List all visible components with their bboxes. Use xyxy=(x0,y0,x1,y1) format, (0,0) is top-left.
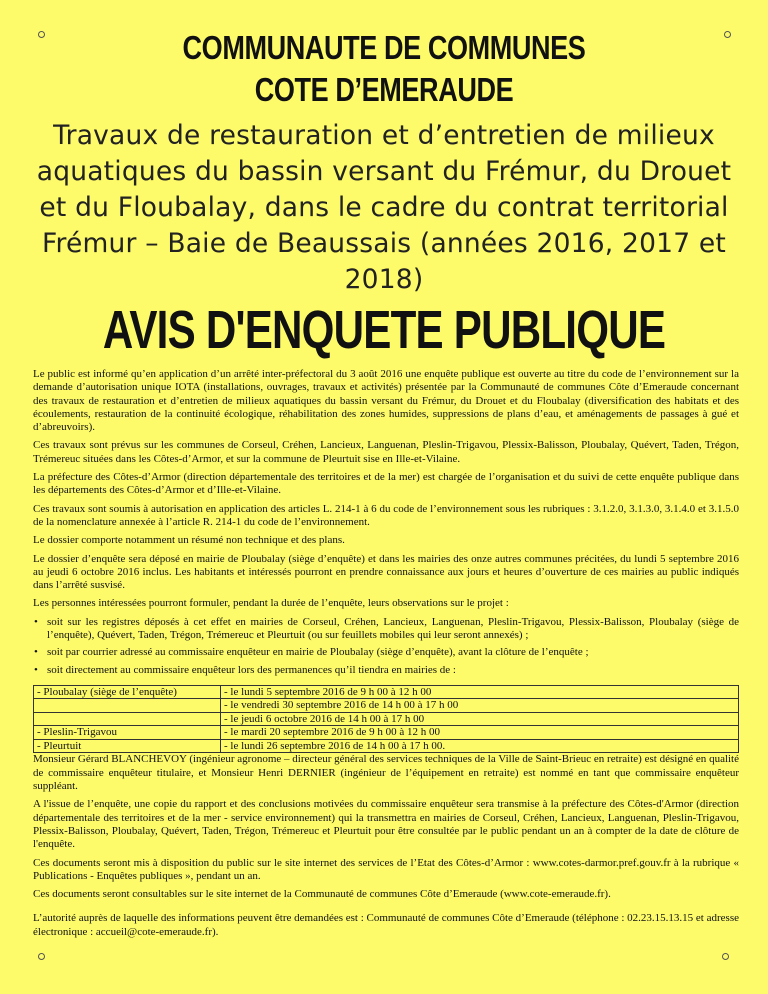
punch-hole-bottom-left xyxy=(38,953,45,960)
permanence-location: - Ploubalay (siège de l’enquête) xyxy=(34,685,221,699)
paragraph-community-website: Ces documents seront consultables sur le site internet de la Communauté de communes Côte d’Emeraude (www.cote-emeraude.fr). xyxy=(33,888,611,901)
permanence-slot: - le mardi 20 septembre 2016 de 9 h 00 à 12 h 00 xyxy=(221,726,739,740)
notice-body xyxy=(33,368,739,944)
notice-title: AVIS D'ENQUETE PUBLIQUE xyxy=(102,300,666,360)
list-item: • soit par courrier adressé au commissaire enquêteur en mairie de Ploubalay (siège d’enquête), avant la clôture de l’enquête ; xyxy=(47,646,739,659)
paragraph-intro: Le public est informé qu’en application d’un arrêté inter-préfectoral du 3 août 2016 une enquête publique est ouverte au titre du code de l’environnement sur la demande d’autorisation unique IOTA (installations, ouvrages, travaux et activités) présentée par la Communauté de communes Côte d’Emeraude concernant des travaux de restauration et d’entretien de milieux aquatiques du bassin versant du Frémur, du Drouet et du Floubalay (diversification des habitats et des écoulements, restauration de la continuité écologique, réhabilitation des zones humides, suppressions de plans d’eau, et aménagements de passages à gué et d’abreuvoirs). xyxy=(33,368,739,434)
organization-name-line1: COMMUNAUTE DE COMMUNES xyxy=(182,29,586,66)
table-row xyxy=(34,739,739,753)
paragraph-observations: Les personnes intéressées pourront formuler, pendant la durée de l’enquête, leurs observations sur le projet : xyxy=(33,597,509,610)
punch-hole-bottom-right xyxy=(722,953,729,960)
list-item: • soit directement au commissaire enquêteur lors des permanences qu’il tiendra en mairies de : xyxy=(47,664,739,677)
table-row xyxy=(34,685,739,699)
paragraph-communes: Ces travaux sont prévus sur les communes de Corseul, Créhen, Lancieux, Languenan, Pleslin-Trigavou, Plessix-Balisson, Ploubalay, Quévert, Taden, Trégon, Trémereuc situées dans les Côtes-d’Armor, et sur la commune de Pleurtuit sise en Ille-et-Vilaine. xyxy=(33,439,739,465)
paragraph-report: A l'issue de l’enquête, une copie du rapport et des conclusions motivées du commissaire enquêteur sera transmise à la préfecture des Côtes-d'Armor (direction départementale des territoires et de la mer - service environnement) qui la transmettra en mairies de Corseul, Créhen, Lancieux, Languenan, Pleslin-Trigavou, Plessix-Balisson, Ploubalay, Quévert, Taden, Trégon, Trémereuc et Pleurtuit pour être consultée par le public pendant un an à compter de la date de clôture de l'enquête. xyxy=(33,798,739,851)
permanence-location xyxy=(34,712,221,726)
project-subject: Travaux de restauration et d’entretien de milieux aquatiques du bassin versant du Frémur, du Drouet et du Floubalay, dans le cadre du contrat territorial Frémur – Baie de Beaussais (années 2016, 2017 et 2018) xyxy=(36,120,732,295)
paragraph-commissioner: Monsieur Gérard BLANCHEVOY (ingénieur agronome – directeur général des services techniques de la Ville de Saint-Brieuc en retraite) est désigné en qualité de commissaire enquêteur titulaire, et Monsieur Henri DERNIER (ingénieur de l’équipement en retraite) est nommé en tant que commissaire enquêteur suppléant. xyxy=(33,753,739,793)
organization-name-line2: COTE D’EMERAUDE xyxy=(254,71,514,108)
permanence-slot: - le vendredi 30 septembre 2016 de 14 h 00 à 17 h 00 xyxy=(221,699,739,713)
table-row xyxy=(34,726,739,740)
observation-methods-list xyxy=(33,616,739,677)
list-item: • soit sur les registres déposés à cet effet en mairies de Corseul, Créhen, Lancieux, Languenan, Pleslin-Trigavou, Plessix-Balisson, Ploubalay (siège de l’enquête), Quévert, Taden, Trégon, Trémereuc et Pleurtuit (ou sur feuillets mobiles qui leur seront annexés) ; xyxy=(47,616,739,643)
permanences-table xyxy=(33,685,739,754)
punch-hole-top-left xyxy=(38,31,45,38)
paragraph-deposit: Le dossier d’enquête sera déposé en mairie de Ploubalay (siège d’enquête) et dans les mairies des onze autres communes précitées, du lundi 5 septembre 2016 au jeudi 6 octobre 2016 inclus. Les habitants et intéressés pourront en prendre connaissance aux jours et heures d’ouverture de ces mairies au public indiqués dans l’arrêté susvisé. xyxy=(33,552,739,592)
paragraph-legal-basis: Ces travaux sont soumis à autorisation en application des articles L. 214-1 à 6 du code de l’environnement sous les rubriques : 3.1.2.0, 3.1.3.0, 3.1.4.0 et 3.1.5.0 de la nomenclature annexée à l’article R. 214-1 du code de l’environnement. xyxy=(33,502,739,528)
permanence-location: - Pleslin-Trigavou xyxy=(34,726,221,740)
permanence-location: - Pleurtuit xyxy=(34,739,221,753)
permanence-location xyxy=(34,699,221,713)
paragraph-prefecture: La préfecture des Côtes-d’Armor (direction départementale des territoires et de la mer) est chargée de l’organisation et du suivi de cette enquête publique dans les départements des Côtes-d’Armor et d’Ille-et-Vilaine. xyxy=(33,471,739,497)
paragraph-contact: L’autorité auprès de laquelle des informations peuvent être demandées est : Communauté de communes Côte d’Emeraude (téléphone : 02.23.15.13.15 et adresse électronique : accueil@cote-emeraude.fr). xyxy=(33,912,739,938)
permanence-slot: - le jeudi 6 octobre 2016 de 14 h 00 à 17 h 00 xyxy=(221,712,739,726)
permanence-slot: - le lundi 26 septembre 2016 de 14 h 00 à 17 h 00. xyxy=(221,739,739,753)
table-row xyxy=(34,712,739,726)
punch-hole-top-right xyxy=(724,31,731,38)
paragraph-state-website: Ces documents seront mis à disposition du public sur le site internet des services de l’Etat des Côtes-d’Armor : www.cotes-darmor.pref.gouv.fr à la rubrique « Publications - Enquêtes publiques », pendant un an. xyxy=(33,856,739,882)
table-row xyxy=(34,699,739,713)
permanence-slot: - le lundi 5 septembre 2016 de 9 h 00 à 12 h 00 xyxy=(221,685,739,699)
paragraph-dossier: Le dossier comporte notamment un résumé non technique et des plans. xyxy=(33,534,345,547)
